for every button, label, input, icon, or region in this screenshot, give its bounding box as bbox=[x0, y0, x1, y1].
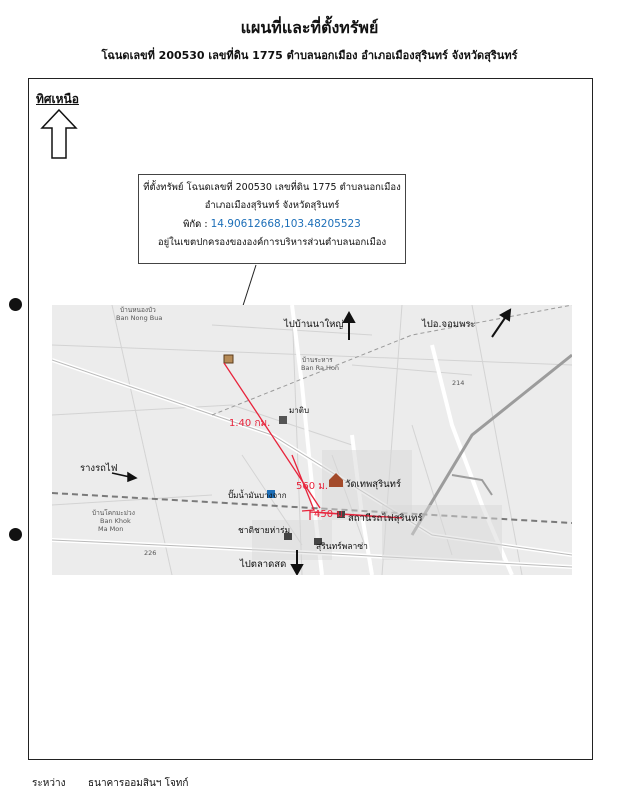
page-title: แผนที่และที่ตั้งทรัพย์ bbox=[240, 18, 379, 37]
location-map bbox=[52, 305, 572, 575]
annotation-station: สถานีรถไฟสุรินทร์ bbox=[348, 513, 423, 524]
distance-label-2: 560 ม. bbox=[296, 481, 329, 492]
label-nong-bua-en: Ban Nong Bua bbox=[116, 314, 163, 322]
annotation-to-market: ไปตลาดสด bbox=[240, 559, 287, 570]
annotation-railway: รางรถไฟ bbox=[80, 463, 118, 474]
coordinates-label: พิกัด : bbox=[183, 219, 211, 230]
info-line-jurisdiction: อยู่ในเขตปกครองขององค์การบริหารส่วนตำบลนอกเมือง bbox=[157, 237, 387, 248]
footer-value: ธนาคารออมสินฯ โจทก์ bbox=[88, 778, 189, 789]
annotation-to-ban-na-yai: ไปบ้านนาใหญ่ bbox=[284, 319, 344, 330]
property-marker bbox=[224, 355, 233, 363]
route-number-2: 214 bbox=[452, 379, 465, 387]
distance-label-3: 450 ม. bbox=[314, 509, 347, 520]
annotation-to-chom-phra: ไปอ.จอมพระ bbox=[422, 319, 476, 330]
label-khok-en1: Ban Khok bbox=[100, 517, 131, 525]
footer-label: ระหว่าง bbox=[32, 778, 66, 789]
label-ra-hon-en: Ban Ra Hon bbox=[301, 364, 340, 372]
label-ra-hon-th: บ้านระหาร bbox=[302, 356, 333, 364]
annotation-plaza: สุรินทร์พลาซ่า bbox=[316, 542, 368, 552]
distance-label-1: 1.40 กม. bbox=[229, 418, 271, 429]
info-line-deed: ที่ตั้งทรัพย์ โฉนดเลขที่ 200530 เลขที่ดิน 1775 ตำบลนอกเมือง bbox=[143, 182, 401, 193]
page-subtitle: โฉนดเลขที่ 200530 เลขที่ดิน 1775 ตำบลนอกเมือง อำเภอเมืองสุรินทร์ จังหวัดสุรินทร์ bbox=[101, 49, 518, 62]
route-number-1: 226 bbox=[144, 549, 157, 557]
north-label: ทิศเหนือ bbox=[36, 92, 79, 106]
label-nong-bua-th: บ้านหนองบัว bbox=[120, 306, 156, 314]
annotation-gas-station: ปั๊มน้ำมันบางจาก bbox=[228, 491, 287, 500]
label-khok-th: บ้านโคกมะม่วง bbox=[92, 509, 135, 517]
coordinates-value: 14.90612668,103.48205523 bbox=[210, 218, 361, 230]
annotation-beach-market: ชาติชายห่าร่ม bbox=[238, 526, 291, 536]
annotation-temple: วัดเทพสุรินทร์ bbox=[345, 479, 402, 490]
info-line-district: อำเภอเมืองสุรินทร์ จังหวัดสุรินทร์ bbox=[204, 200, 340, 211]
label-khok-en2: Ma Mon bbox=[98, 525, 124, 533]
annotation-mosque: มาติบ bbox=[289, 406, 310, 415]
mosque-marker bbox=[279, 416, 287, 424]
